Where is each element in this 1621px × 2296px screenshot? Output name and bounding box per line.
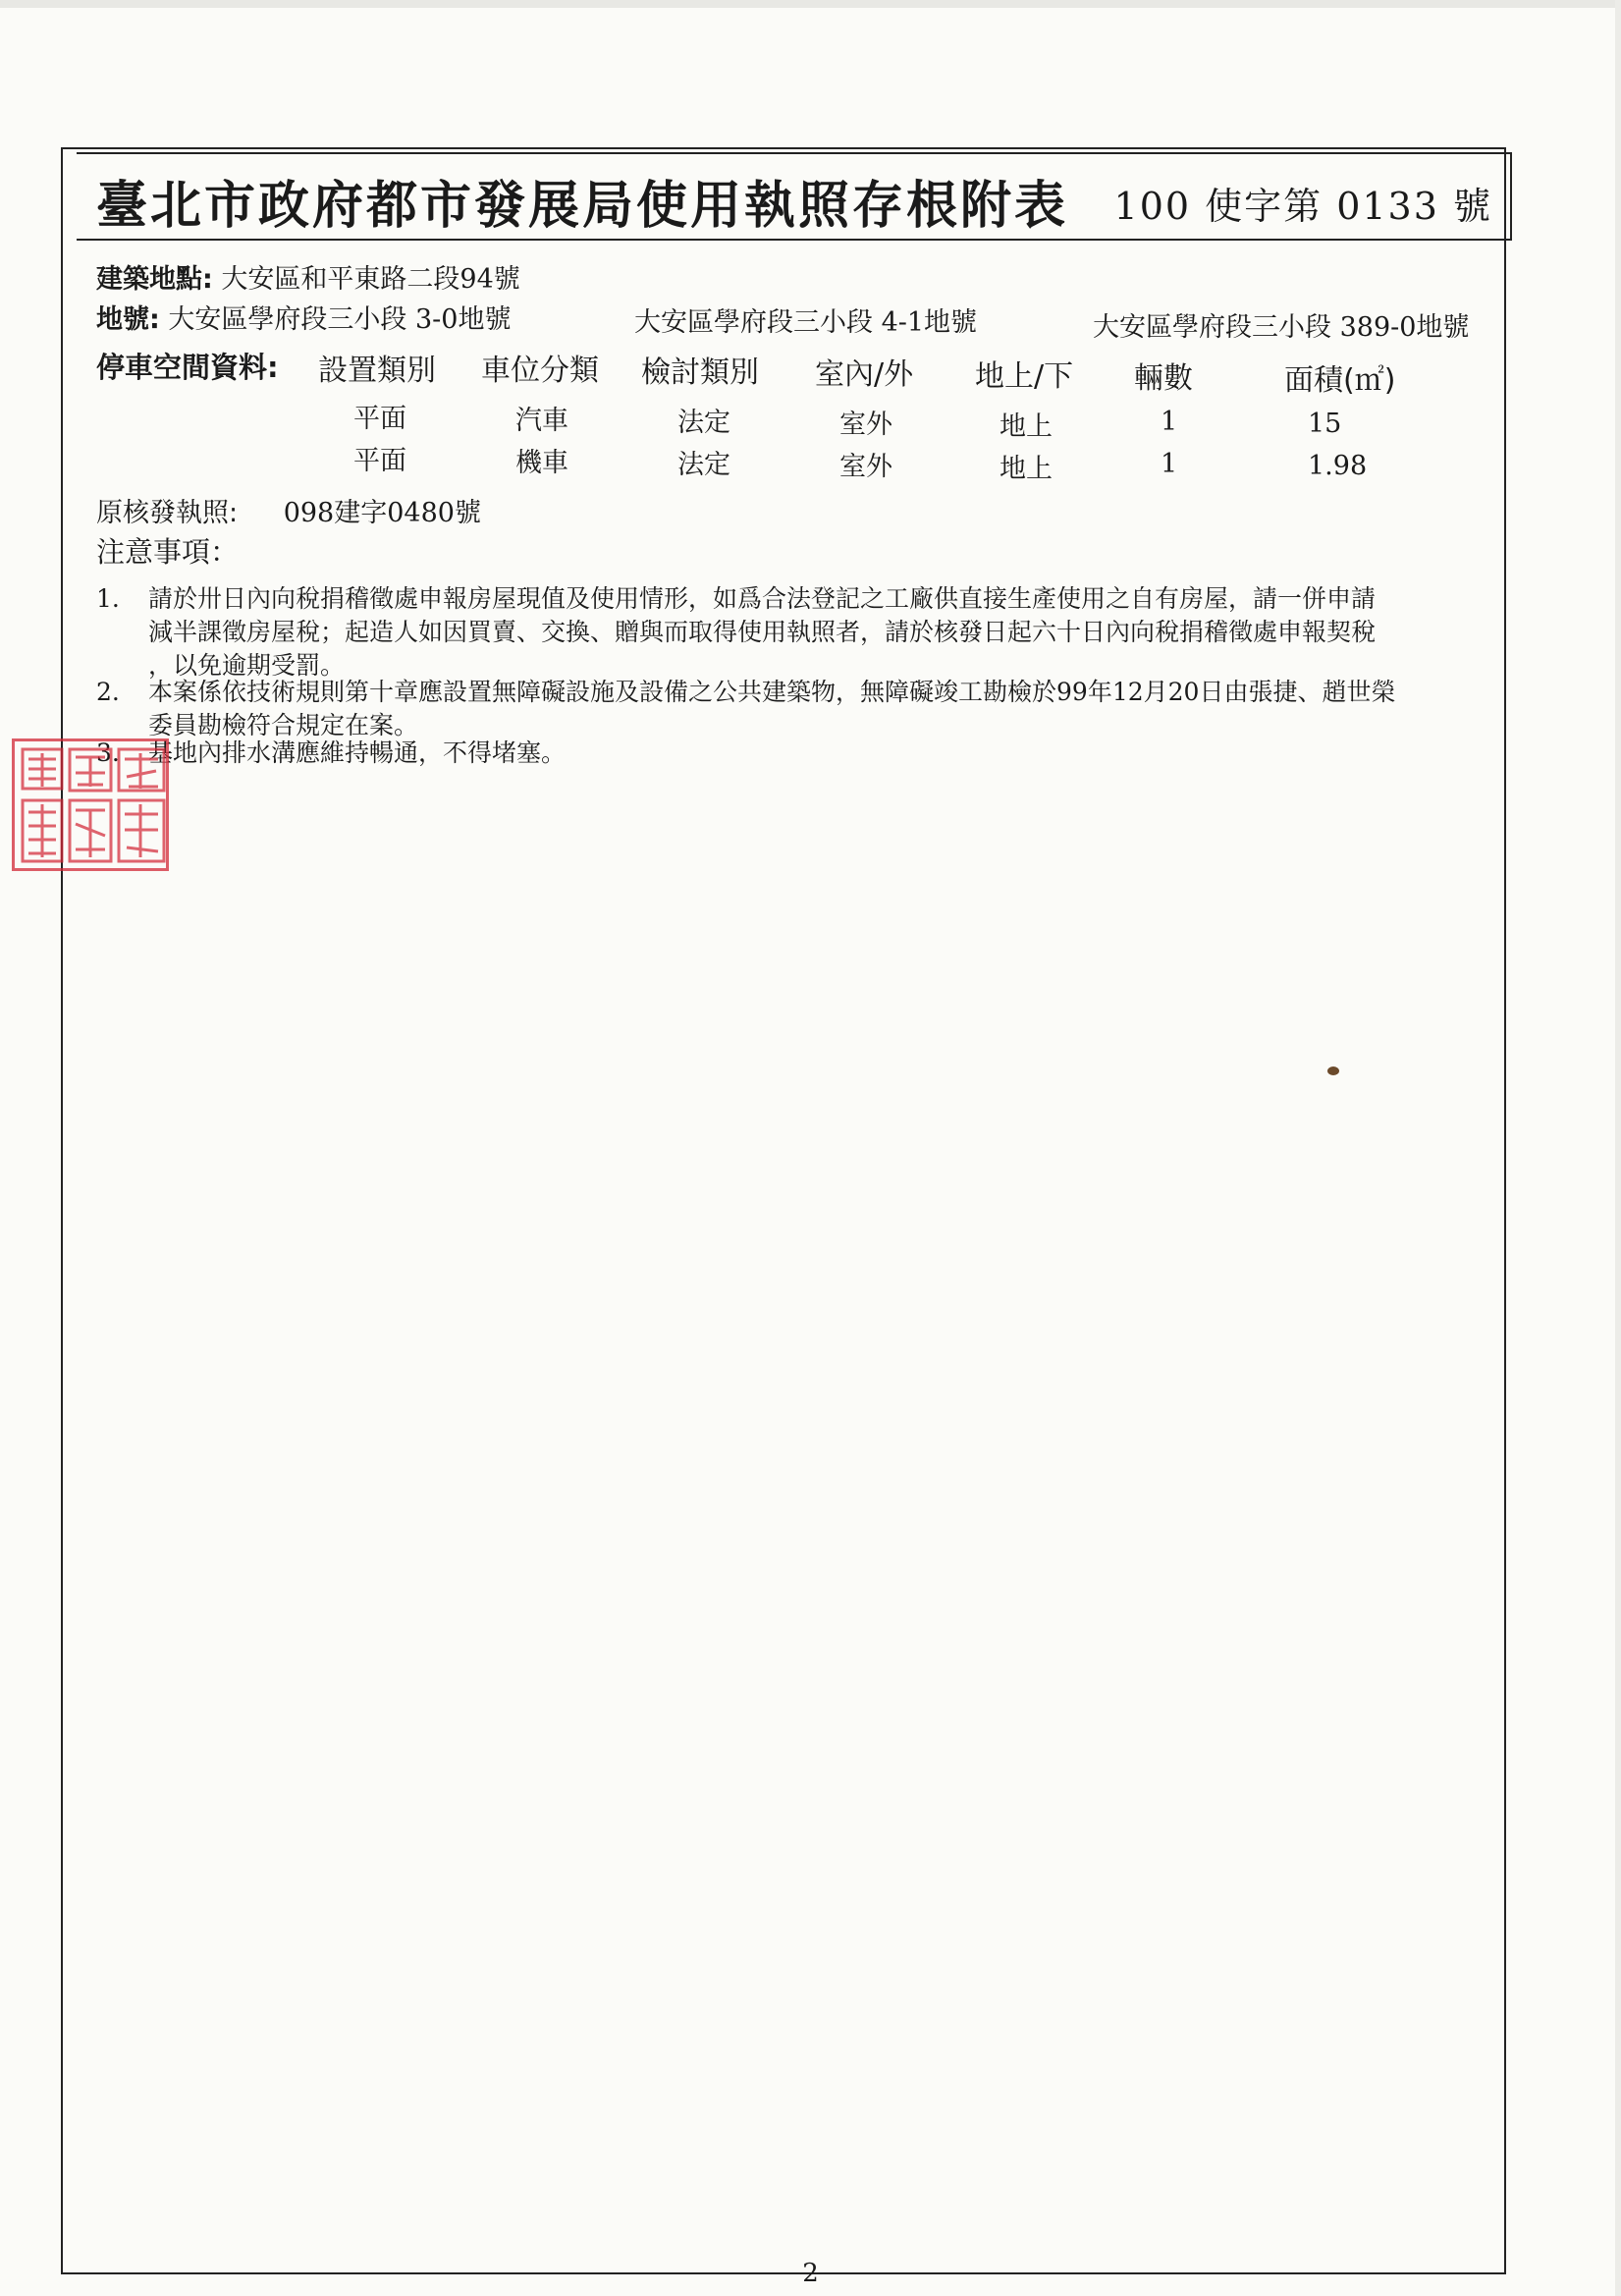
note-number: 3. <box>96 738 120 767</box>
scan-edge <box>0 0 1621 8</box>
parking-cell: 汽車 <box>515 406 568 436</box>
parking-cell: 平面 <box>353 404 406 434</box>
note-line: 本案係依技術規則第十章應設置無障礙設施及設備之公共建築物，無障礙竣工勘檢於99年12月20日由張捷、趙世榮 <box>148 678 1396 706</box>
seal-glyphs <box>15 741 172 874</box>
parking-cell: 1 <box>1161 449 1178 479</box>
note-line: 請於卅日內向稅捐稽徵處申報房屋現值及使用情形，如爲合法登記之工廠供直接生產使用之自有房屋，請一併申請 <box>148 584 1377 613</box>
parking-cell: 地上 <box>1000 454 1053 484</box>
parking-cell: 機車 <box>515 448 568 478</box>
parking-header: 輛數 <box>1134 361 1193 396</box>
original-permit-row <box>96 491 481 529</box>
note-line: 委員勘檢符合規定在案。 <box>148 711 419 739</box>
note-line: ，以免逾期受罰。 <box>148 651 346 680</box>
parking-cell: 法定 <box>677 450 730 480</box>
parking-header: 檢討類別 <box>641 355 759 390</box>
lot-number-label: 地號: <box>96 304 160 335</box>
page-number: 2 <box>802 2259 819 2288</box>
note-number: 1. <box>96 584 120 613</box>
parking-cell: 室外 <box>839 452 892 482</box>
building-location-label: 建築地點: <box>96 264 213 295</box>
note-line: 減半課徵房屋稅；起造人如因買賣、交換、贈與而取得使用執照者，請於核發日起六十日內向稅捐稽徵處申報契稅 <box>148 618 1377 646</box>
lot-number-3: 大安區學府段三小段 389-0地號 <box>1093 312 1470 343</box>
note-number: 2. <box>96 678 120 706</box>
parking-cell: 15 <box>1308 409 1342 439</box>
parking-label: 停車空間資料: <box>96 351 279 384</box>
parking-cell: 法定 <box>677 408 730 438</box>
original-permit-label: 原核發執照: <box>96 498 239 528</box>
official-seal-stamp <box>12 738 169 871</box>
scan-speck <box>1327 1066 1339 1075</box>
parking-cell: 地上 <box>1000 411 1053 442</box>
parking-cell: 1.98 <box>1308 451 1368 481</box>
document-title: 臺北市政府都市發展局使用執照存根附表 <box>96 176 1069 236</box>
notes-label: 注意事項： <box>96 535 240 569</box>
lot-number-2: 大安區學府段三小段 4-1地號 <box>634 307 978 338</box>
parking-header: 車位分類 <box>481 354 599 388</box>
permit-number: 100 使字第 0133 號 <box>1113 185 1492 228</box>
original-permit-value: 098建字0480號 <box>283 498 481 528</box>
scan-edge <box>1615 0 1621 2296</box>
document-frame <box>61 147 1506 2274</box>
parking-header: 室內/外 <box>815 357 914 392</box>
parking-cell: 平面 <box>353 446 406 476</box>
note-line: 基地內排水溝應維持暢通，不得堵塞。 <box>148 738 567 767</box>
lot-number-1: 大安區學府段三小段 3-0地號 <box>168 304 512 335</box>
parking-cell: 1 <box>1161 407 1178 437</box>
parking-header: 設置類別 <box>318 354 436 388</box>
building-location-row <box>96 257 520 296</box>
lot-number-row <box>96 298 511 336</box>
title-row <box>77 152 1512 241</box>
building-location-value: 大安區和平東路二段94號 <box>221 264 520 295</box>
parking-cell: 室外 <box>839 410 892 440</box>
parking-header: 面積(㎡) <box>1284 363 1396 398</box>
parking-header: 地上/下 <box>975 359 1074 394</box>
